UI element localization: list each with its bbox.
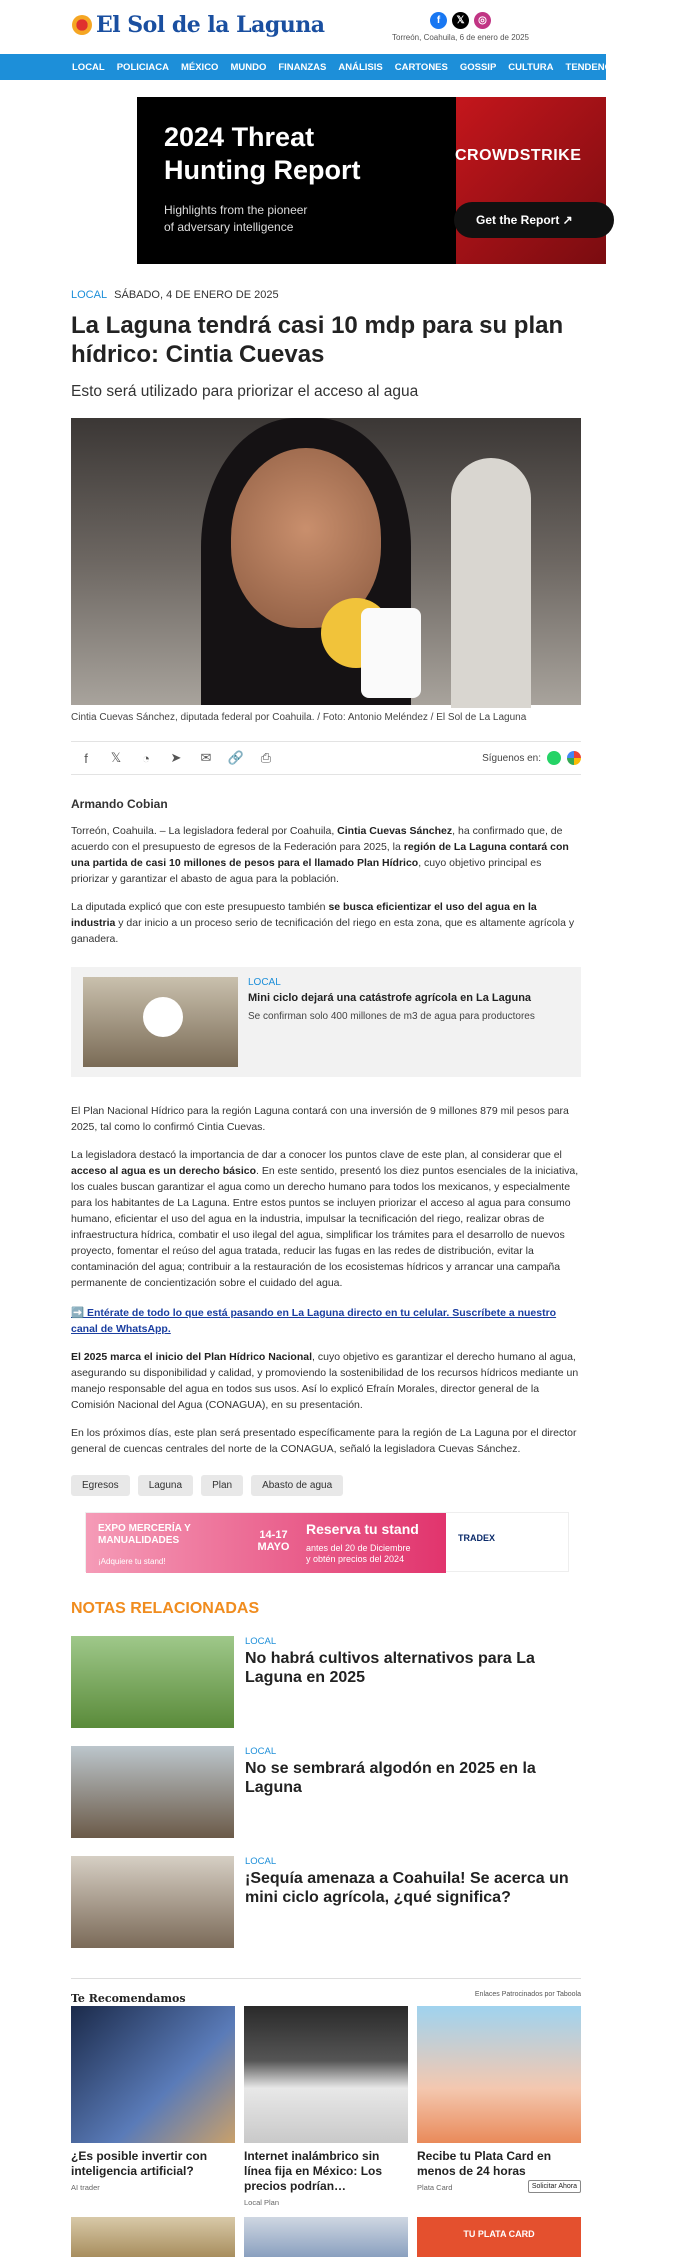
background-person (451, 458, 531, 708)
article-title: La Laguna tendrá casi 10 mdp para su plan hídrico: Cintia Cuevas (71, 312, 564, 368)
device-image[interactable] (244, 2217, 408, 2257)
logo-text: El Sol de la Laguna (96, 12, 325, 38)
p2-bold: se busca eficientizar el uso del agua en la industria (71, 901, 537, 929)
card-source: Local Plan (244, 2198, 280, 2207)
facebook-share-icon[interactable]: f (84, 750, 88, 766)
ad-mid-dates: 14-17 MAYO (257, 1529, 290, 1553)
recommendations-label: Te Recomendamos (71, 1992, 186, 2005)
follow-us (482, 751, 581, 765)
google-follow-icon[interactable] (567, 751, 581, 765)
ad-title (164, 121, 360, 187)
related-note[interactable] (71, 1746, 581, 1838)
p4-bold: acceso al agua es un derecho básico (71, 1165, 256, 1177)
sun-logo-icon (72, 15, 92, 35)
article-date: SÁBADO, 4 DE ENERO DE 2025 (114, 289, 279, 301)
main-nav (0, 54, 678, 80)
ad-subtitle-line2: of adversary intelligence (164, 220, 294, 234)
ad-mid-small (306, 1543, 411, 1565)
ad-mid-expo: EXPO MERCERÍA Y MANUALIDADES (98, 1523, 191, 1546)
woman-beach-image (417, 2006, 581, 2143)
field-thumbnail (71, 1636, 234, 1728)
p5-text: , cuyo objetivo es garantizar el derecho humano al agua, asegurando su disponibilidad y calidad, y promoviendo la sostenibilidad de los recursos hídricos mediante un manejo responsable del agua en todos sus usos. Así lo explicó Efraín Morales, director general de la Comisión Nacional del Agua (CONAGUA), en su presentación. (71, 1351, 579, 1411)
ad-title-line2: Hunting Report (164, 155, 361, 185)
print-icon[interactable]: ⎙ (260, 750, 272, 765)
note-section: LOCAL (245, 1856, 277, 1867)
paragraph-2 (71, 899, 581, 947)
related-note[interactable] (71, 1856, 581, 1948)
p4-text-c: . En este sentido, presentó los diez puntos esenciales de la iniciativa, los cuales buscan garantizar el agua como un derecho humano para todos los mexicanos, y especialmente para los habitantes de La Laguna. Entre estos puntos se incluyen priorizar el acceso al agua para consumo humano, eficientar el uso del agua en la industria, impulsar la tecnificación del riego, realizar obras de infraestructura hídrica, combatir el uso ilegal del agua, simplificar los trámites para el desarrollo de nuevos proyecto, fomentar el reúso del agua tratada, reducir las fugas en las redes de distribución, evitar la contaminación del agua; contribuir a la restauración de los ecosistemas hídricos y arrancar una campaña permanente de concientización sobre el cuidado del agua. (71, 1165, 579, 1289)
hero-image (71, 418, 581, 705)
router-image (244, 2006, 408, 2143)
article-meta (71, 289, 581, 301)
tags (71, 1475, 581, 1496)
related-note[interactable] (71, 1636, 581, 1728)
paragraph-1 (71, 823, 581, 887)
sponsored-label[interactable]: Enlaces Patrocinados por Taboola (474, 1991, 581, 1998)
facebook-icon[interactable]: f (430, 12, 447, 29)
notas-relacionadas-heading: NOTAS RELACIONADAS (71, 1600, 260, 1617)
cotton-plant-thumbnail (71, 1856, 234, 1948)
paragraph-6: En los próximos días, este plan será presentado específicamente para la región de La Laguna por el director general de cuencas centrales del norte de la CONAGUA, señaló la legisladora Cuevas Sánchez. (71, 1427, 577, 1455)
x-icon[interactable]: 𝕏 (452, 12, 469, 29)
related-title[interactable]: Mini ciclo dejará una catástrofe agrícola en La Laguna (248, 992, 532, 1004)
follow-label: Síguenos en: (482, 752, 541, 764)
ad-banner-mid[interactable] (85, 1512, 569, 1572)
ad-red-panel (456, 97, 606, 264)
whatsapp-follow-icon[interactable] (547, 751, 561, 765)
recommendations-header (71, 1978, 581, 2005)
note-title[interactable]: No se sembrará algodón en 2025 en la Laguna (245, 1760, 536, 1796)
p4-text-a: La legisladora destacó la importancia de dar a conocer los puntos clave de este plan, al considerar que el (71, 1149, 562, 1161)
note-section: LOCAL (245, 1636, 277, 1647)
nav-item-mexico[interactable]: MÉXICO (180, 61, 219, 73)
article-deck: Esto será utilizado para priorizar el acceso al agua (71, 383, 419, 400)
note-title[interactable]: ¡Sequía amenaza a Coahuila! Se acerca un mini ciclo agrícola, ¿qué significa? (245, 1870, 569, 1906)
recommendation-card[interactable] (417, 2006, 581, 2207)
ad-brand: CROWDSTRIKE (455, 147, 582, 164)
ad-mid-headline: Reserva tu stand (306, 1521, 419, 1537)
card-title[interactable]: Internet inalámbrico sin línea fija en México: Los precios podrían… (244, 2149, 383, 2193)
article-author[interactable]: Armando Cobian (71, 797, 168, 811)
nav-item-gossip[interactable]: GOSSIP (459, 61, 497, 73)
nav-item-finanzas[interactable]: FINANZAS (278, 61, 327, 73)
recommendation-card[interactable] (71, 2006, 235, 2207)
nav-item-local[interactable]: LOCAL (72, 61, 105, 73)
p1-text-c: , ha confirmado que, de acuerdo con el presupuesto de egresos de la Federación para 2025, la (71, 825, 563, 853)
ad-mid-brand: TRADEX (458, 1533, 496, 1543)
link-share-icon[interactable]: 🔗 (227, 750, 245, 765)
card-source: Plata Card (417, 2183, 453, 2192)
plata-card-image[interactable]: TU PLATA CARD (417, 2217, 581, 2257)
p1-text-e: , cuyo objetivo principal es priorizar y garantizar el abasto de agua para la población. (71, 857, 542, 885)
related-desc: Se confirman solo 400 millones de m3 de agua para productores (248, 1011, 535, 1022)
recommendation-card[interactable] (244, 2006, 408, 2207)
header-dateline: Torreón, Coahuila, 6 de enero de 2025 (392, 33, 529, 42)
nav-item-cartones[interactable]: CARTONES (394, 61, 448, 73)
inline-related-article[interactable] (71, 967, 581, 1077)
article (71, 289, 581, 2257)
tag-item[interactable]: Laguna (138, 1475, 193, 1496)
nav-item-mundo[interactable]: MUNDO (230, 61, 267, 73)
related-section: LOCAL (248, 977, 281, 988)
share-bar (71, 741, 581, 775)
cotton-thumbnail (71, 1746, 234, 1838)
instagram-icon[interactable]: ◎ (474, 12, 491, 29)
telegram-share-icon[interactable]: ➤ (170, 750, 182, 765)
paragraph-4 (71, 1147, 581, 1291)
cotton-plant-thumbnail (83, 977, 238, 1067)
site-header (0, 0, 606, 54)
card-title[interactable]: Recibe tu Plata Card en menos de 24 horas (417, 2149, 552, 2178)
ad-mid-small-2: y obtén precios del 2024 (306, 1554, 405, 1564)
article-section[interactable]: LOCAL (71, 289, 108, 301)
nav-item-ciencia[interactable]: CIENCIA (639, 61, 678, 73)
whatsapp-channel-link[interactable]: ➡️ Entérate de todo lo que está pasando en La Laguna directo en tu celular. Suscríbete a nuestro canal de WhatsApp. (71, 1307, 557, 1335)
recommendation-cards (71, 2006, 581, 2207)
nav-item-cultura[interactable]: CULTURA (508, 61, 554, 73)
nav-item-policiaca[interactable]: POLICIACA (116, 61, 169, 73)
x-share-icon[interactable]: 𝕏 (110, 750, 122, 765)
solicitar-button[interactable]: Solicitar Ahora (528, 2180, 581, 2193)
tag-item[interactable]: Abasto de agua (251, 1475, 343, 1496)
note-title[interactable]: No habrá cultivos alternativos para La Laguna en 2025 (245, 1650, 535, 1686)
ad-mid-cta[interactable]: ¡Adquiere tu stand! (98, 1557, 166, 1566)
ad-title-line1: 2024 Threat (164, 122, 315, 152)
header-socials (430, 12, 491, 29)
nav-item-tendencias[interactable]: TENDENCIAS (565, 61, 628, 73)
card-source: AI trader (71, 2183, 100, 2192)
recommendation-cards-row2 (71, 2217, 581, 2257)
p5-bold: El 2025 marca el inicio del Plan Hídrico Nacional (71, 1351, 313, 1363)
tag-item[interactable]: Plan (201, 1475, 243, 1496)
microphone-2 (361, 608, 421, 698)
p2-text-c: y dar inicio a un proceso serio de tecnificación del riego en esta zona, que es altamente agrícola y ganadera. (71, 917, 575, 945)
nav-item-analisis[interactable]: ANÁLISIS (338, 61, 383, 73)
paragraph-3: El Plan Nacional Hídrico para la región Laguna contará con una inversión de 9 millones 879 mil pesos para 2025, tal como lo confirmó Cintia Cuevas. (71, 1105, 569, 1133)
coins-image[interactable] (71, 2217, 235, 2257)
p2-text-a: La diputada explicó que con este presupuesto también (71, 901, 329, 913)
ad-mid-small-1: antes del 20 de Diciembre (306, 1543, 411, 1553)
site-logo[interactable] (72, 12, 325, 38)
ad-subtitle (164, 202, 307, 236)
p1-text-a: Torreón, Coahuila. – La legisladora federal por Coahuila, (71, 825, 338, 837)
note-section: LOCAL (245, 1746, 277, 1757)
p1-bold-d: región de La Laguna contará con una partida de casi 10 millones de pesos para el llamado Plan Hídrico (71, 841, 569, 869)
paragraph-5 (71, 1349, 581, 1413)
whatsapp-share-icon[interactable]: ◔ (142, 750, 150, 766)
email-share-icon[interactable]: ✉ (200, 750, 212, 765)
image-caption: Cintia Cuevas Sánchez, diputada federal por Coahuila. / Foto: Antonio Meléndez / El Sol de La Laguna (71, 712, 527, 723)
card-title[interactable]: ¿Es posible invertir con inteligencia artificial? (71, 2149, 208, 2178)
ad-subtitle-line1: Highlights from the pioneer (164, 203, 308, 217)
p1-bold-name: Cintia Cuevas Sánchez (337, 825, 453, 837)
ad-cta-button[interactable]: Get the Report ↗ (454, 202, 614, 238)
ad-banner-top[interactable] (137, 97, 606, 264)
ai-robot-image (71, 2006, 235, 2143)
tag-item[interactable]: Egresos (71, 1475, 130, 1496)
